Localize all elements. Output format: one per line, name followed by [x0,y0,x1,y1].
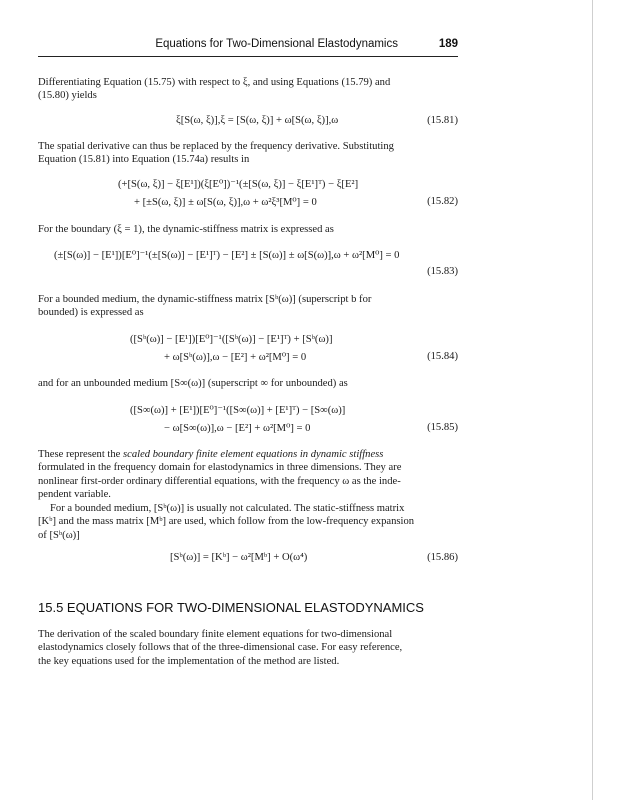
running-header [38,38,458,58]
running-title: Equations for Two-Dimensional Elastodynamics [155,38,398,50]
text-run: These represent the [38,449,124,460]
equation-number: (15.84) [427,351,458,362]
text-line: Differentiating Equation (15.75) with respect to ξ, and using Equations (15.79) and [38,77,391,88]
equation-15-83 [38,249,458,265]
text-line: nonlinear first-order ordinary differential equations, with the frequency ω as the inde- [38,475,401,487]
equation-number: (15.85) [427,422,458,433]
text-line: bounded) is expressed as [38,307,144,319]
text-line: The spatial derivative can thus be replaced by the frequency derivative. Substituting [38,141,394,152]
equation-number: (15.82) [427,196,458,207]
text-line: pendent variable. [38,489,111,501]
section-heading: 15.5 EQUATIONS FOR TWO-DIMENSIONAL ELASTODYNAMICS [38,600,424,615]
header-rule [38,56,458,57]
equation-expression: ([Sᵇ(ω)] − [E¹])[E⁰]⁻¹([Sᵇ(ω)] − [E¹]ᵀ) + [Sᵇ(ω)] [130,334,333,345]
equation-expression: + ω[Sᵇ(ω)],ω − [E²] + ω²[M⁰] = 0 [164,352,307,363]
paragraph-static-stiffness [38,502,458,542]
paragraph-scaled-boundary [38,448,458,502]
text-line: of [Sᵇ(ω)] [38,529,80,541]
page-number: 189 [438,38,458,50]
text-line: and for an unbounded medium [S∞(ω)] (superscript ∞ for unbounded) as [38,378,348,389]
equation-expression: + [±S(ω, ξ)] ± ω[S(ω, ξ)],ω + ω²ξ³[M⁰] = 0 [134,197,317,208]
text-line: [Kᵇ] and the mass matrix [Mᵇ] are used, which follow from the low-frequency expansion [38,516,415,528]
paragraph-spatial-derivative [38,140,458,167]
equation-15-82-line1 [38,178,458,194]
equation-15-85-line1 [38,404,458,420]
text-line [38,448,458,461]
paragraph-two-dimensional [38,628,458,668]
equation-expression: (+[S(ω, ξ)] − ξ[E¹])(ξ[E⁰])⁻¹(±[S(ω, ξ)] − ξ[E¹]ᵀ) − ξ[E²] [118,179,359,190]
page-edge-line [592,0,593,800]
equation-number: (15.86) [427,552,458,563]
italic-phrase: scaled boundary finite element equations in dynamic stiffness [123,449,384,460]
paragraph-boundary [38,223,458,236]
equation-expression: − ω[S∞(ω)],ω − [E²] + ω²[M⁰] = 0 [164,423,311,434]
text-line: For the boundary (ξ = 1), the dynamic-stiffness matrix is expressed as [38,224,334,235]
equation-number: (15.81) [427,115,458,126]
equation-15-81 [38,115,458,131]
text-line: the key equations used for the implementation of the method are listed. [38,655,340,667]
text-line: formulated in the frequency domain for elastodynamics in three dimensions. They are [38,462,402,474]
text-line: For a bounded medium, [Sᵇ(ω)] is usually not calculated. The static-stiffness matrix [50,503,405,514]
equation-expression: (±[S(ω)] − [E¹])[E⁰]⁻¹(±[S(ω)] − [E¹]ᵀ) − [E²] ± [S(ω)] ± ω[S(ω)],ω + ω²[M⁰] = 0 [54,250,400,261]
paragraph-unbounded-medium [38,377,458,390]
equation-expression: [Sᵇ(ω)] = [Kᵇ] − ω²[Mᵇ] + O(ω⁴) [170,552,308,563]
text-line: For a bounded medium, the dynamic-stiffness matrix [Sᵇ(ω)] (superscript b for [38,294,372,305]
equation-15-84-line1 [38,333,458,349]
text-line: (15.80) yields [38,90,97,102]
text-line: The derivation of the scaled boundary finite element equations for two-dimensional [38,629,393,640]
text-line: elastodynamics closely follows that of the three-dimensional case. For easy reference, [38,642,403,654]
equation-15-85-line2 [38,422,458,438]
text-line: Equation (15.81) into Equation (15.74a) results in [38,154,250,166]
paragraph-bounded-medium [38,293,458,320]
equation-expression: ([S∞(ω)] + [E¹])[E⁰]⁻¹([S∞(ω)] + [E¹]ᵀ) − [S∞(ω)] [130,405,346,416]
equation-15-84-line2 [38,351,458,367]
equation-15-83-number: (15.83) [427,266,458,277]
equation-15-82-line2 [38,196,458,212]
equation-15-86 [38,552,458,568]
equation-expression: ξ[S(ω, ξ)],ξ = [S(ω, ξ)] + ω[S(ω, ξ)],ω [176,115,339,126]
paragraph-differentiating [38,76,458,103]
